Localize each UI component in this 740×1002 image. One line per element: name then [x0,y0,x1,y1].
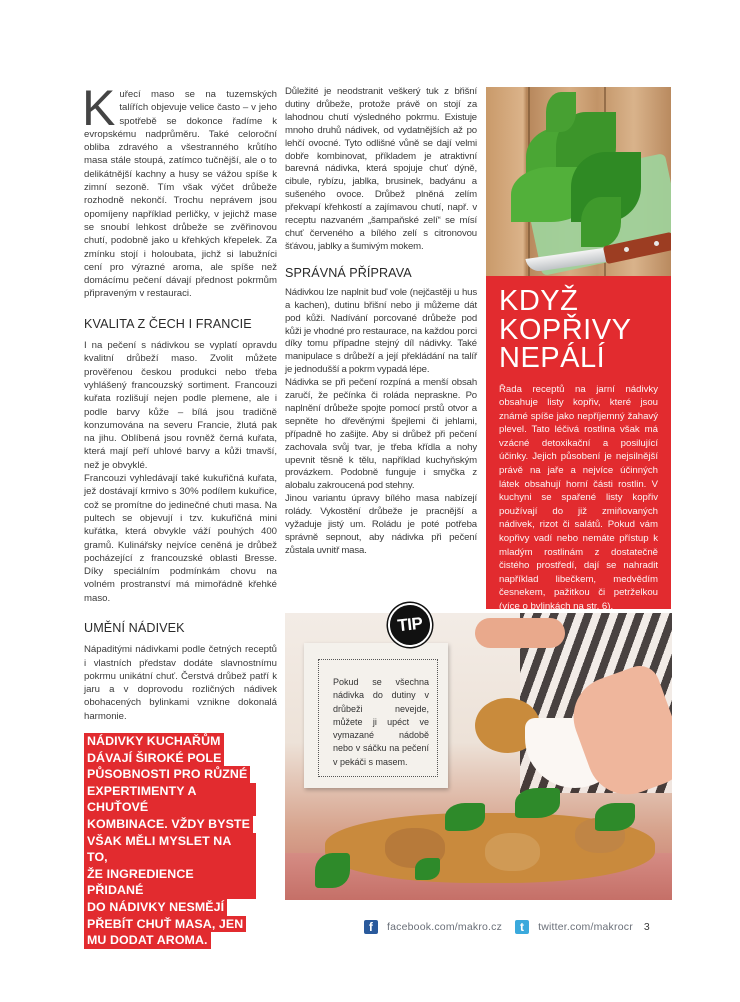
pull-quote-line: EXPERTIMENTY A CHUŤOVÉ [84,783,256,816]
pull-quote-line: DO NÁDIVKY NESMĚJÍ [84,899,227,916]
section-heading-umeni-nadivek: UMĚNÍ NÁDIVEK [84,620,185,635]
article-column-2 [285,86,477,558]
pull-quote-line: MU DODAT AROMA. [84,932,211,949]
paragraph: Nápaditými nádivkami podle četných receptů i vlastních představ dodáte slavnostnímu pokrmu unikátní chuť. Čerstvá drůbež patří k jaru a v doprovodu rozličných nádivek obohacených bylinkami vznikne dokonalá harmonie. [84,644,277,722]
facebook-icon[interactable]: f [364,920,378,934]
parsley-leaf [445,803,485,831]
knife-rivet [654,241,659,246]
section-heading-spravna-priprava: SPRÁVNÁ PŘÍPRAVA [285,265,412,280]
parsley-leaf [415,858,440,880]
tip-text-frame [318,659,438,777]
sidebar-text: Řada receptů na jarní nádivky obsahuje listy kopřiv, které jsou známé spíše jako nepříjemný žahavý plevel. Tato léčivá rostlina však má vzácné detoxikační a posilující účinky. Jejich působení je nejsilnější právě na jaře a nejvíce účinných látek obsahují horní části rostlin. V kuchyni se spařené listy kopřiv používají do již zmiňovaných nádivek, rizot či salátů. Pokud vám kopřivy vadí nebo nemáte přístup k mladým rostlinám z dostatečně čistého prostředí, dají se nahradit například libečkem, medvědím česnekem, pažitkou či petrželkou (více o bylinkách na str. 6). [499,383,658,612]
pull-quote-line: PŘEBÍT CHUŤ MASA, JEN [84,916,246,933]
pull-quote-line: VŠAK MĚLI MYSLET NA TO, [84,833,256,866]
paragraph: I na pečení s nádivkou se vyplatí opravdu kvalitní drůbeží maso. Zvolit můžete prověřenou českou produkci nebo třeba vyhlášený francouzský sortiment. Francouzi kuřata rozlišují nejen podle plemene, ale i podle barvy kůže – bílá jsou tradičně konzumována na severu Francie, žlutá pak na jihu. Oblíbená jsou rovněž černá kuřata, která mají peří uhlové barvy a kůži tmavší, než je obvyklé. [84,340,277,471]
sidebar-title-line: KOPŘIVY [499,313,632,346]
nettle-photo [486,87,671,276]
pull-quote-line: KOMBINACE. VŽDY BYSTE [84,816,253,833]
section-heading-kvalita: KVALITA Z ČECH I FRANCIE [84,316,252,331]
article-column-1 [82,80,277,723]
twitter-icon[interactable]: t [515,920,529,934]
sidebar-box-nettles [486,276,671,612]
tip-text: Pokud se všechna nádivka do dutiny v drůbeži nevejde, můžete ji upéct ve vymazané nádobě nebo v sáčku na pečení v pekáči s masem. [333,677,429,767]
footer [364,919,650,935]
parsley-leaf [515,788,560,818]
sidebar-title [499,287,658,373]
tip-badge: TIP [386,601,434,649]
pull-quote-line: PŮSOBNOSTI PRO RŮZNÉ [84,766,250,783]
walnut [485,833,540,871]
paragraph: Jinou variantu úpravy bílého masa nabízejí rolády. Vykostění drůbeže je pracnější a vyžaduje jistý um. Roládu je poté potřeba správně sepnout, aby nádivka při pečení zůstala uvnitř masa. [285,493,477,556]
sidebar-title-line: NEPÁLÍ [499,342,606,374]
paragraph: Důležité je neodstranit veškerý tuk z břišní dutiny drůbeže, protože právě on stojí za lahodnou chutí výsledného pokrmu. Existuje mnoho druhů nádivek, od vydatnějších až po lehčí ovocné. Tyto odlišné vůně se dají velmi dobře kombinovat, příkladem je atraktivní barevná nádivka, která spojuje chuť dýně, cibule, rybízu, jablka, brusinek, badyánu a sušeného ovoce. Drůbež plněná zelím překvapí křehkostí a zajímavou chutí, např. v receptu nazvaném „šampaňské zelí“ se mísí chuť červeného a bílého zelí s citronovou šťávou, jablky a šumivým mokem. [285,86,477,252]
parsley-leaf [595,803,635,831]
paragraph: Nádivkou lze naplnit buď vole (nejčastěji u hus a kachen), dutinu břišní nebo ji můžeme dát pod kůži. Nadívání porcované drůbeže pod kůži je vhodné pro restaurace, na každou porci díky tomu případne stejný díl nádivky. Také manipulace s drůbeží a její překládání na talíř je jednodušší a pokrm vypadá lépe. [285,286,477,376]
pull-quote-line: DÁVAJÍ ŠIROKÉ POLE [84,750,224,767]
parsley-leaf [315,853,350,888]
paragraph: Nádivka se při pečení rozpíná a menší obsah zaručí, že pečínka či roláda nepraskne. Po naplnění drůbeže spojte pomocí prstů otvor a sepněte ho dřevěnými špejlemi či jehlami, případně ho zašijte. Aby si drůbež při pečení zachovala svůj tvar, je třeba křídla a nohy upevnit těsně k tělu, například kuchyňským provázkem. Podobně funguje i smyčka z alobalu zakroucená pod stehny. [285,377,477,492]
nettle-leaf [546,92,576,132]
paragraph: Francouzi vyhledávají také kukuřičná kuřata, jež dostávají krmivo s 30% podílem kukuřice, což se promítne do jedinečné chuti masa. Na pultech se objevují i tzv. kukuřičná mini kuřátka, která obvykle váží pouhých 400 gramů. Kulinářsky nejvíce ceněná je drůbež pocházející z francouzské oblasti Bresse. Díky speciálním podmínkám chovu na volném prostranství má mimořádně křehké maso. [84,473,277,604]
hand [475,618,565,648]
nettle-leaf [581,197,621,247]
pull-quote-line: NÁDIVKY KUCHAŘŮM [84,733,224,750]
intro-text: uřecí maso se na tuzemských talířích objevuje velice často – v jeho spotřebě se dokonce řadíme k evropskému nadprůměru. Také celoroční obliba zdravého a všestranného krůtího masa stále stoupá, zatímco tučnější, ale o to delikátnější kachny a husy se vážou spíše k zimní sezoně. Tím však výčet drůbeže rozhodně nekončí. Trochu neprávem jsou opomíjeny například perličky, v jejichž mase se snoubí lehkost drůbeže se zvěřinovou chutí, podobně jako u křehkých křepelek. Za zmínku stojí i holoubata, jichž si labužníci cení pro výrazné aroma, ale spíše než domácímu pečení dávají přednost pokrmům připraveným v restauraci. [84,89,277,300]
sidebar-title-line: KDYŽ [499,285,579,317]
pull-quote-line: ŽE INGREDIENCE PŘIDANÉ [84,866,256,899]
knife-rivet [624,247,629,252]
twitter-link[interactable]: twitter.com/makrocr [538,921,633,933]
dropcap-letter: K [82,80,116,136]
pull-quote [84,733,256,949]
intro-paragraph [82,80,277,301]
tip-card [304,643,448,788]
page-number: 3 [643,921,650,933]
facebook-link[interactable]: facebook.com/makro.cz [387,921,503,933]
